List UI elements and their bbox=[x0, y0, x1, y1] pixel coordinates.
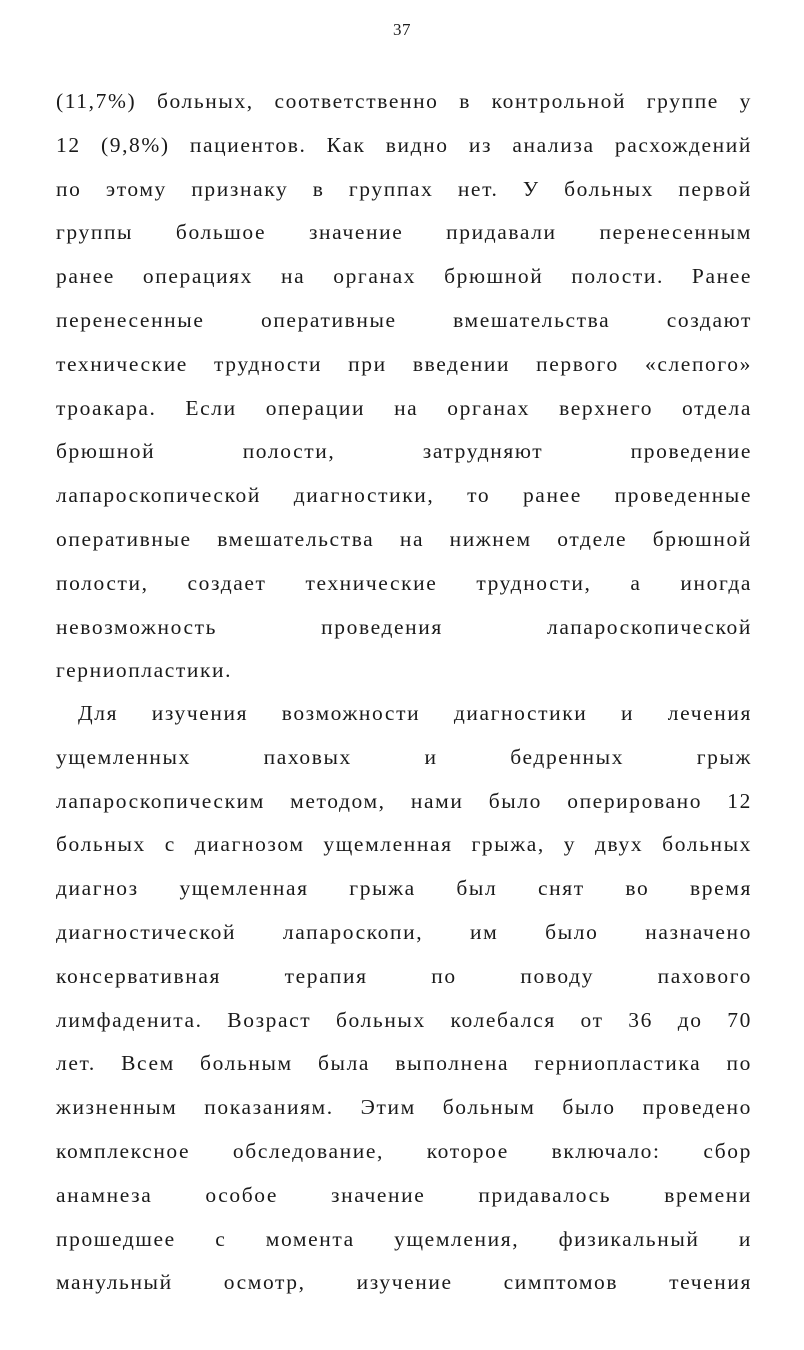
text-line: по этому признаку в группах нет. У больных первой bbox=[56, 176, 752, 201]
text-line: группы большое значение придавали перенесенным bbox=[56, 220, 752, 245]
text-line-first: Для изучения возможности диагностики и лечения bbox=[78, 701, 752, 725]
text-line: брюшной полости, затрудняют проведение bbox=[56, 439, 752, 464]
text-line: диагностической лапароскопи, им было назначено bbox=[56, 919, 752, 944]
paragraph-1 bbox=[56, 80, 752, 693]
text-line: консервативная терапия по поводу пахового bbox=[56, 963, 752, 988]
text-line: анамнеза особое значение придавалось времени bbox=[56, 1182, 752, 1207]
text-line: 12 (9,8%) пациентов. Как видно из анализа расхождений bbox=[56, 132, 752, 157]
text-line: жизненным показаниям. Этим больным было проведено bbox=[56, 1095, 752, 1120]
text-line: невозможность проведения лапароскопической bbox=[56, 614, 752, 639]
text-line: манульный осмотр, изучение симптомов течения bbox=[56, 1270, 752, 1295]
text-line: полости, создает технические трудности, а иногда bbox=[56, 570, 752, 595]
text-line: троакара. Если операции на органах верхнего отдела bbox=[56, 395, 752, 420]
text-line: лапароскопическим методом, нами было оперировано 12 bbox=[56, 788, 752, 813]
text-line: оперативные вмешательства на нижнем отделе брюшной bbox=[56, 526, 752, 551]
text-line: лет. Всем больным была выполнена герниопластика по bbox=[56, 1051, 752, 1076]
text-line: больных с диагнозом ущемленная грыжа, у двух больных bbox=[56, 832, 752, 857]
page-number: 37 bbox=[393, 20, 411, 39]
text-line-last: герниопластики. bbox=[56, 658, 233, 683]
text-line: лимфаденита. Возраст больных колебался от 36 до 70 bbox=[56, 1007, 752, 1032]
text-line: лапароскопической диагностики, то ранее проведенные bbox=[56, 483, 752, 508]
text-line: перенесенные оперативные вмешательства создают bbox=[56, 307, 752, 332]
text-line: комплексное обследование, которое включало: сбор bbox=[56, 1138, 752, 1163]
text-line: ранее операциях на органах брюшной полости. Ранее bbox=[56, 264, 752, 289]
text-line: прошедшее с момента ущемления, физикальный и bbox=[56, 1226, 752, 1251]
text-line: ущемленных паховых и бедренных грыж bbox=[56, 744, 752, 769]
text-line: диагноз ущемленная грыжа был снят во время bbox=[56, 876, 752, 901]
text-line: (11,7%) больных, соответственно в контрольной группе у bbox=[56, 89, 752, 113]
text-line: технические трудности при введении первого «слепого» bbox=[56, 351, 752, 376]
paragraph-2 bbox=[56, 692, 752, 1305]
